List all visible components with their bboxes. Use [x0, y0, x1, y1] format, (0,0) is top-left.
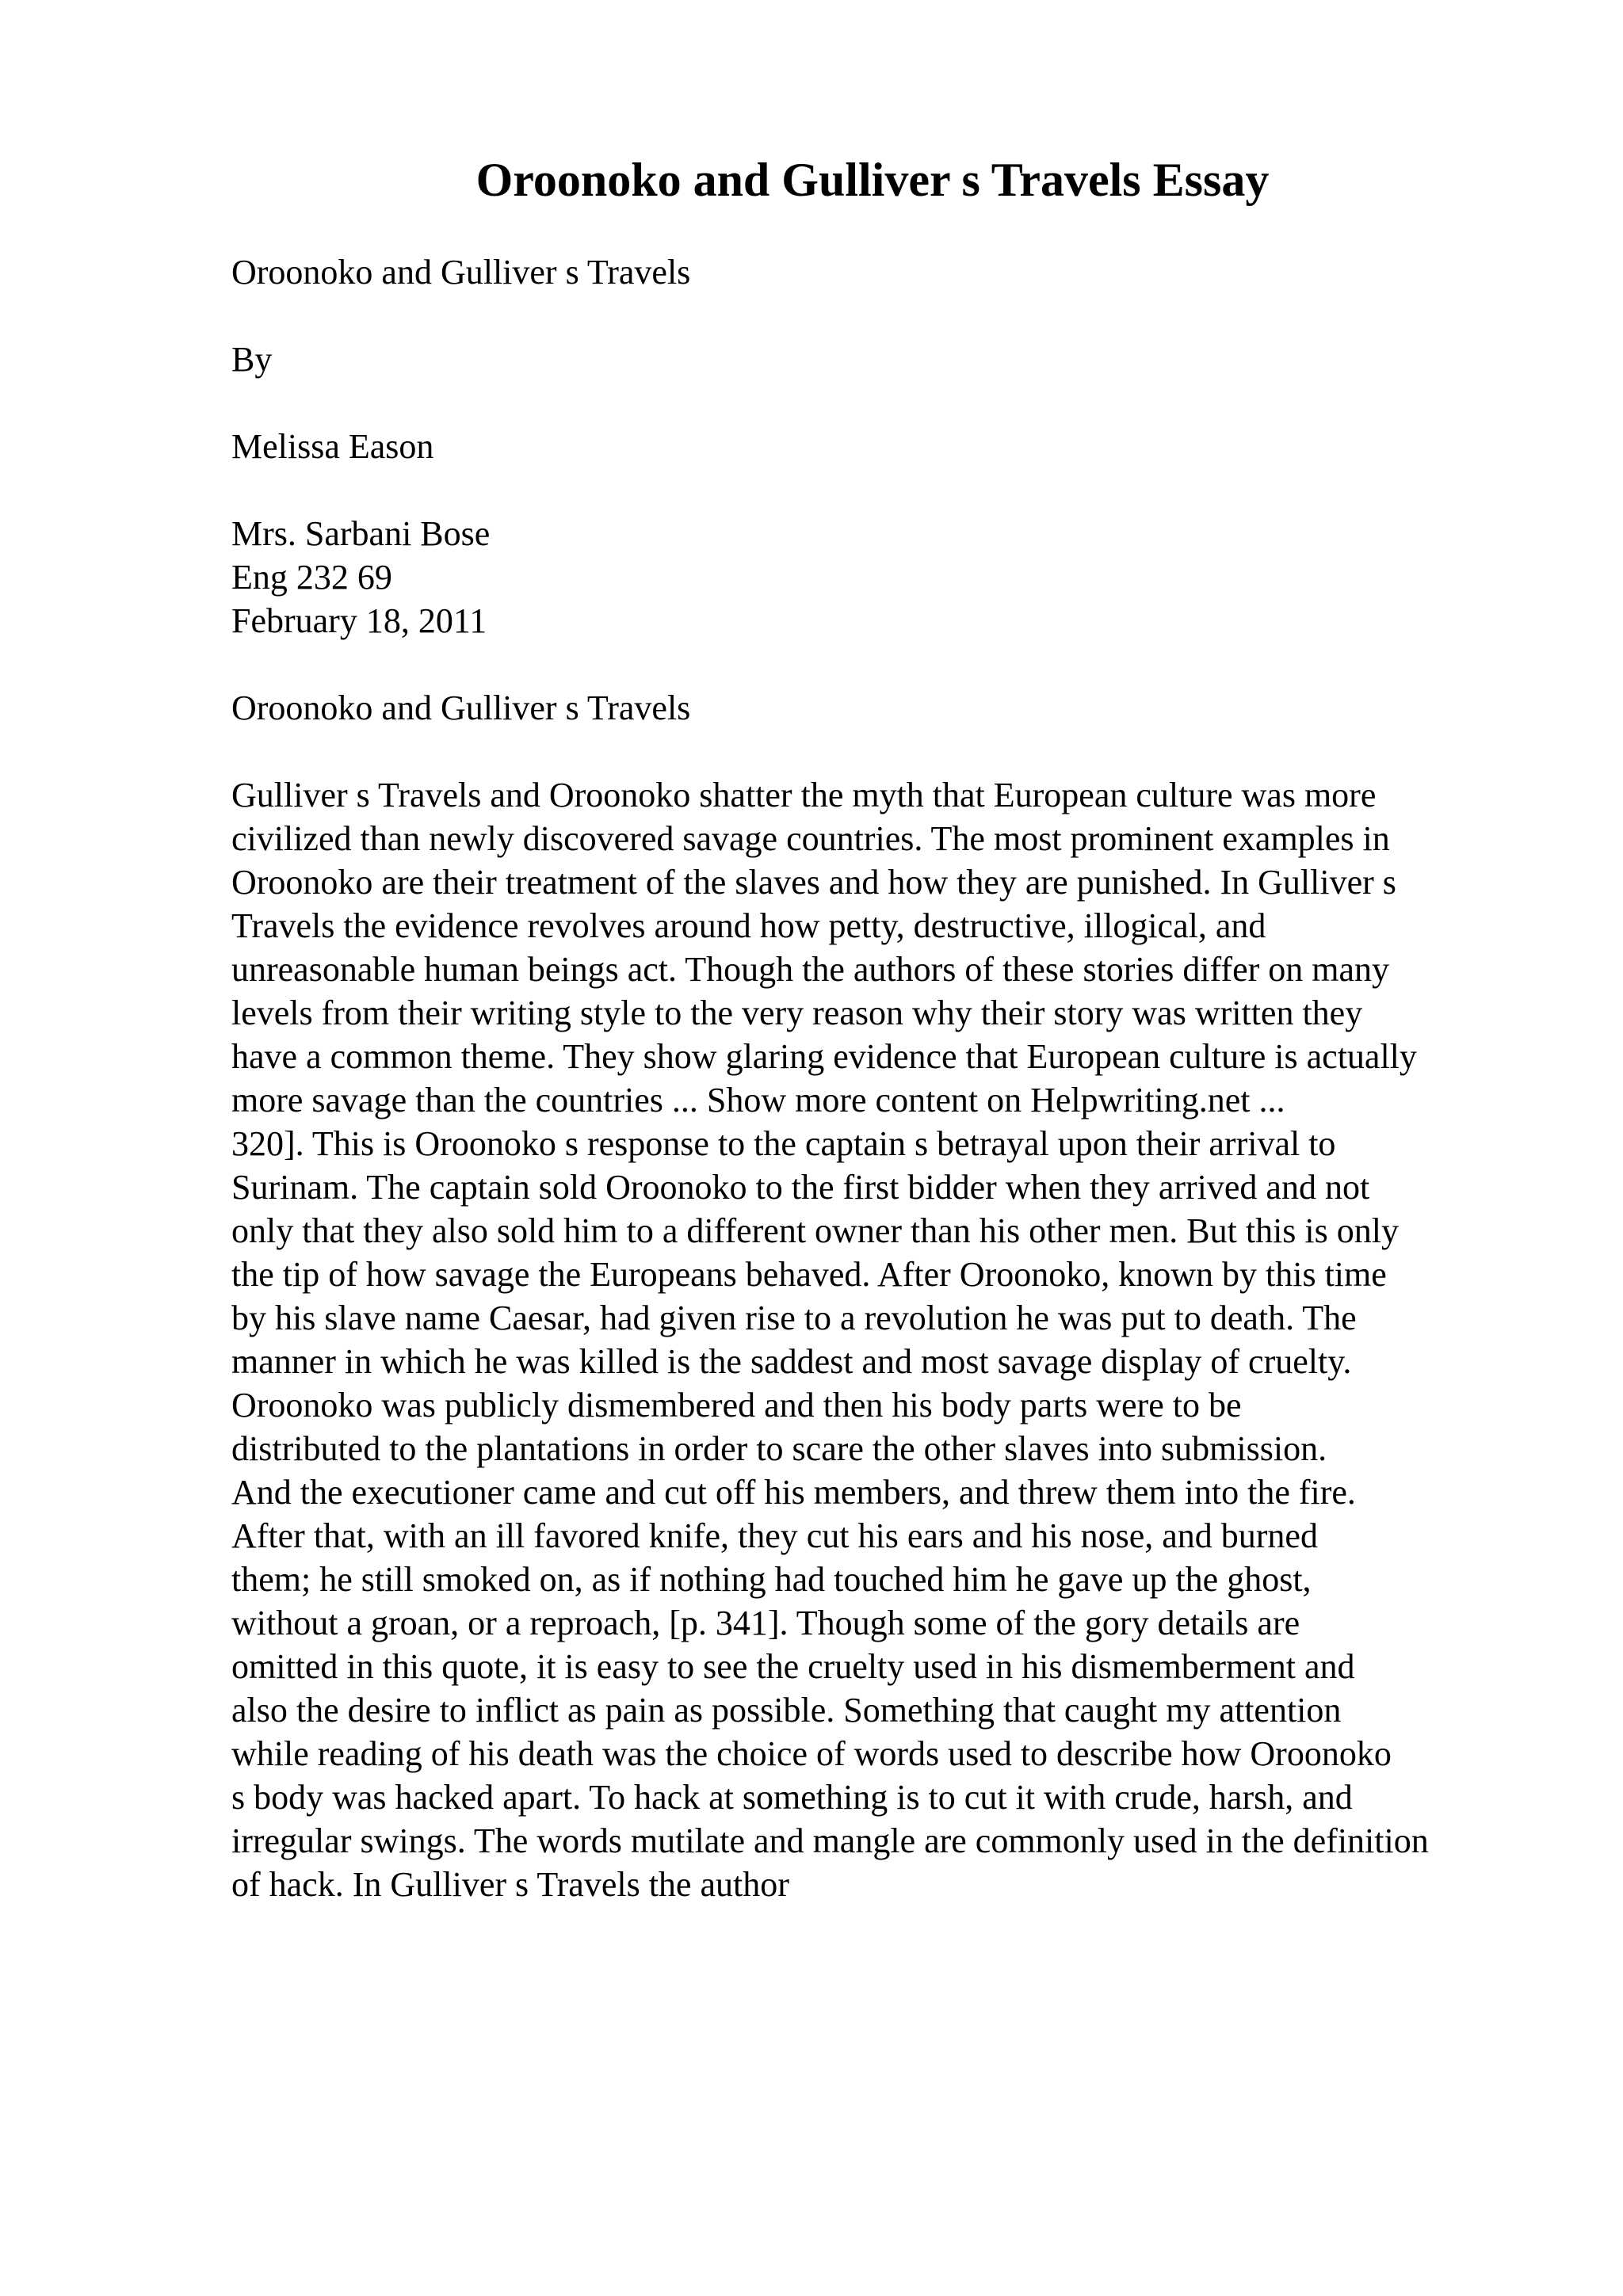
blank-line: [231, 643, 1514, 686]
document-title: Oroonoko and Gulliver s Travels Essay: [475, 154, 1270, 206]
text-line: distributed to the plantations in order to scare the other slaves into submission.: [231, 1429, 1327, 1468]
text-line: have a common theme. They show glaring evidence that European culture is actually: [231, 1037, 1417, 1076]
blank-line: [231, 730, 1514, 773]
header-block: [231, 250, 1514, 773]
text-line: Oroonoko was publicly dismembered and then his body parts were to be: [231, 1386, 1242, 1425]
text-line: irregular swings. The words mutilate and mangle are commonly used in the definition: [231, 1821, 1429, 1860]
text-line: By: [231, 340, 273, 379]
text-line: by his slave name Caesar, had given rise to a revolution he was put to death. The: [231, 1299, 1357, 1337]
text-line: the tip of how savage the Europeans behaved. After Oroonoko, known by this time: [231, 1255, 1387, 1294]
blank-line: [231, 294, 1514, 338]
text-line: 320]. This is Oroonoko s response to the captain s betrayal upon their arrival to: [231, 1124, 1336, 1163]
document-body: [231, 250, 1514, 1906]
text-line: Oroonoko are their treatment of the slaves and how they are punished. In Gulliver s: [231, 863, 1396, 902]
text-line: without a groan, or a reproach, [p. 341]. Though some of the gory details are: [231, 1604, 1300, 1642]
text-line: while reading of his death was the choice of words used to describe how Oroonoko: [231, 1734, 1392, 1773]
blank-line: [231, 381, 1514, 425]
text-line: s body was hacked apart. To hack at something is to cut it with crude, harsh, and: [231, 1778, 1353, 1817]
text-line: Mrs. Sarbani Bose: [231, 514, 491, 553]
text-line: After that, with an ill favored knife, they cut his ears and his nose, and burned: [231, 1516, 1318, 1555]
text-line: Oroonoko and Gulliver s Travels: [231, 688, 691, 727]
text-line: unreasonable human beings act. Though the authors of these stories differ on many: [231, 950, 1390, 989]
text-line: civilized than newly discovered savage countries. The most prominent examples in: [231, 819, 1390, 858]
text-line: Eng 232 69: [231, 558, 392, 597]
text-line: them; he still smoked on, as if nothing had touched him he gave up the ghost,: [231, 1560, 1312, 1599]
text-line: Gulliver s Travels and Oroonoko shatter the myth that European culture was more: [231, 776, 1377, 814]
blank-line: [231, 468, 1514, 512]
text-line: Surinam. The captain sold Oroonoko to the first bidder when they arrived and not: [231, 1168, 1370, 1207]
text-line: February 18, 2011: [231, 601, 487, 640]
text-line: Travels the evidence revolves around how petty, destructive, illogical, and: [231, 906, 1266, 945]
text-line: Melissa Eason: [231, 427, 434, 466]
text-line: only that they also sold him to a different owner than his other men. But this is only: [231, 1211, 1399, 1250]
text-line: also the desire to inflict as pain as possible. Something that caught my attention: [231, 1691, 1342, 1730]
text-line: more savage than the countries ... Show more content on Helpwriting.net ...: [231, 1081, 1285, 1119]
text-line: And the executioner came and cut off his members, and threw them into the fire.: [231, 1473, 1356, 1512]
text-line: levels from their writing style to the very reason why their story was written they: [231, 994, 1363, 1032]
text-line: Oroonoko and Gulliver s Travels: [231, 253, 691, 292]
text-line: manner in which he was killed is the saddest and most savage display of cruelty.: [231, 1342, 1352, 1381]
paragraph-block: [231, 773, 1514, 1906]
text-line: of hack. In Gulliver s Travels the author: [231, 1865, 789, 1904]
text-line: omitted in this quote, it is easy to see the cruelty used in his dismemberment and: [231, 1647, 1355, 1686]
